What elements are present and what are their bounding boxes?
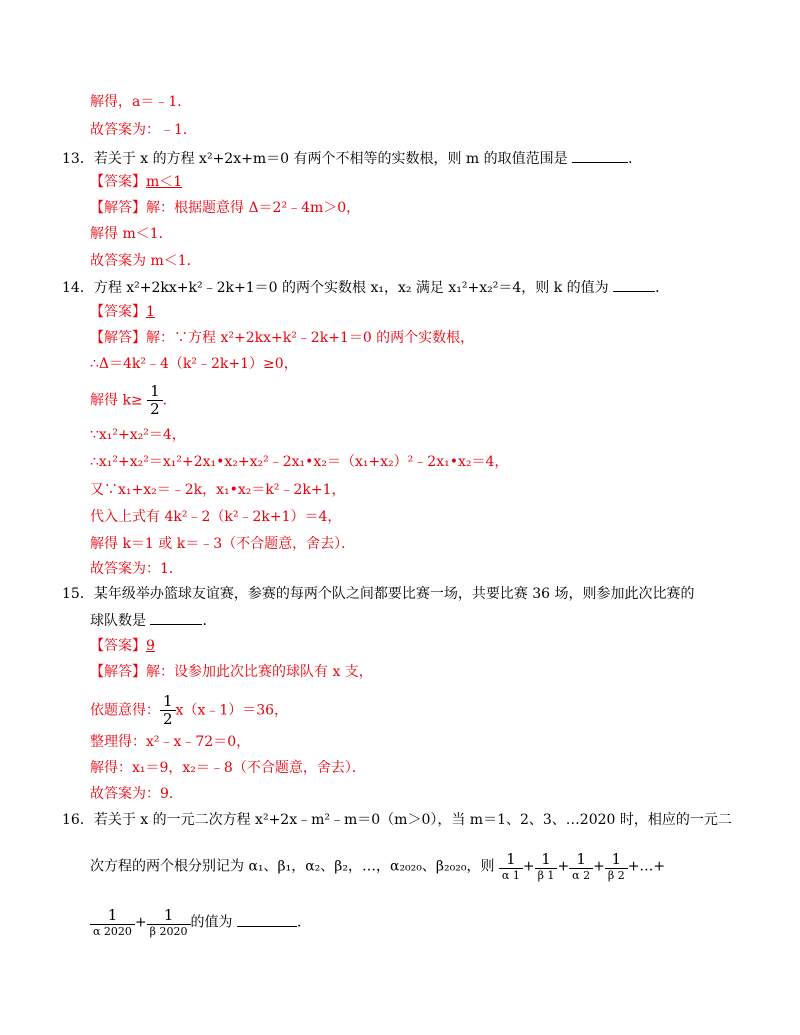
- question-16-cont: $\frac{1}{\alpha 2020}$ + $\frac{1}{\beta 2020}$ 的值为 ．: [90, 908, 311, 937]
- text: 整理得：x²﹣x﹣72＝0，: [90, 734, 251, 750]
- question-14: [62, 277, 669, 298]
- numerator: 1: [163, 692, 173, 710]
- solution-line: [90, 198, 360, 218]
- fraction: [569, 852, 593, 881]
- text: 解得：x₁＝9，x₂＝﹣8（不合题意，舍去）．: [90, 760, 366, 776]
- solution-line: [90, 507, 341, 527]
- answer-value: m＜1: [146, 174, 183, 190]
- solution-line: [90, 120, 197, 140]
- solution-line: [90, 784, 183, 804]
- text: +…+: [627, 858, 666, 875]
- solution-line: [90, 354, 298, 374]
- numerator: 1: [506, 850, 516, 868]
- period: ．: [296, 914, 311, 931]
- solution-line: [90, 251, 201, 271]
- text: 解得 k＝1 或 k＝﹣3（不合题意，舍去）．: [90, 536, 356, 552]
- question-16: [62, 810, 732, 830]
- denominator: α 2020: [93, 925, 132, 938]
- text: ∴Δ＝4k²﹣4（k²﹣2k+1）≥0，: [90, 356, 298, 372]
- numerator: 1: [107, 906, 118, 924]
- denominator: α 2: [572, 869, 591, 882]
- fraction: [147, 384, 163, 417]
- text: 解得 k≥: [90, 392, 143, 409]
- answer-blank: [613, 277, 655, 292]
- answer-line: [90, 302, 155, 322]
- text: ∴x₁²+x₂²＝x₁²+2x₁•x₂+x₂²﹣2x₁•x₂＝（x₁+x₂）²﹣2x₁•x₂＝4，: [90, 454, 509, 470]
- text: ∵x₁²+x₂²＝4，: [90, 427, 186, 443]
- solution-line: [90, 758, 366, 778]
- period: ．: [655, 280, 670, 296]
- solution-line: [90, 328, 474, 348]
- question-text: 15．某年级举办篮球友谊赛，参赛的每两个队之间都要比赛一场，共要比赛 36 场，则参加此次比赛的: [62, 586, 695, 602]
- answer-value: 1: [146, 304, 155, 320]
- solution-line: [90, 425, 186, 445]
- solution-line: [90, 534, 355, 554]
- answer-blank: [572, 148, 628, 163]
- solution-line: [90, 92, 191, 112]
- solution-line: [90, 694, 288, 727]
- answer-line: [90, 636, 155, 656]
- numerator: 1: [576, 850, 586, 868]
- solution-line: [90, 732, 250, 752]
- answer-line: [90, 172, 182, 192]
- period: ．: [202, 613, 217, 629]
- text: 解：设参加此次比赛的球队有 x 支，: [146, 664, 373, 680]
- solution-tag: 【解答】: [90, 330, 146, 346]
- text: 故答案为 m＜1．: [90, 253, 201, 269]
- question-text: 次方程的两个根分别记为 α₁、β₁，α₂、β₂，…，α₂₀₂₀、β₂₀₂₀，则: [90, 858, 495, 875]
- fraction: [90, 908, 135, 937]
- solution-tag: 【解答】: [90, 200, 146, 216]
- text: 解：根据题意得 Δ＝2²﹣4m＞0，: [146, 200, 361, 216]
- question-text: 16．若关于 x 的一元二次方程 x²+2x﹣m²﹣m＝0（m＞0），当 m＝1、2、3、…2020 时，相应的一元二: [62, 812, 732, 828]
- solution-line: [90, 480, 346, 500]
- text: 故答案为：﹣1．: [90, 122, 197, 138]
- text: 又∵x₁+x₂＝﹣2k，x₁•x₂＝k²﹣2k+1，: [90, 482, 346, 498]
- fraction: [605, 852, 628, 881]
- question-text: 14．方程 x²+2kx+k²﹣2k+1＝0 的两个实数根 x₁，x₂ 满足 x₁²+x₂²＝4，则 k 的值为: [62, 280, 609, 296]
- text: 故答案为：9．: [90, 786, 183, 802]
- period: ．: [628, 151, 643, 167]
- text: x（x﹣1）＝36，: [175, 702, 289, 719]
- period: ．: [162, 392, 177, 409]
- text: 的值为: [190, 914, 233, 931]
- text: 解得，a＝﹣1．: [90, 94, 192, 110]
- solution-line: [90, 452, 508, 472]
- question-15: [62, 584, 695, 604]
- numerator: 1: [163, 906, 174, 924]
- question-13: [62, 148, 642, 169]
- question-16-cont: 次方程的两个根分别记为 α₁、β₁，α₂、β₂，…，α₂₀₂₀、β₂₀₂₀，则 $\frac{1}{\alpha 1}$ + $\frac{1}{\beta 1}$ + $\frac{1}{\alpha 2}$ + $\frac{1}{\beta 2}$ +…+: [90, 850, 666, 882]
- answer-tag: 【答案】: [90, 638, 146, 654]
- denominator: 2: [163, 710, 173, 728]
- denominator: β 2: [607, 869, 625, 882]
- fraction: [160, 694, 176, 727]
- solution-line: [90, 384, 177, 417]
- numerator: 1: [150, 382, 160, 400]
- fraction: [499, 852, 523, 881]
- question-15-cont: [90, 610, 216, 631]
- text: 解：∵方程 x²+2kx+k²﹣2k+1＝0 的两个实数根，: [146, 330, 475, 346]
- answer-tag: 【答案】: [90, 174, 146, 190]
- denominator: β 2020: [149, 925, 188, 938]
- text: 故答案为：1．: [90, 561, 183, 577]
- question-text: 13．若关于 x 的方程 x²+2x+m＝0 有两个不相等的实数根，则 m 的取值范围是: [62, 151, 568, 167]
- numerator: 1: [541, 850, 551, 868]
- solution-line: [90, 224, 173, 244]
- fraction: [147, 908, 191, 937]
- numerator: 1: [611, 850, 622, 868]
- text: 代入上式有 4k²﹣2（k²﹣2k+1）＝4，: [90, 509, 342, 525]
- solution-tag: 【解答】: [90, 664, 146, 680]
- text: 解得 m＜1．: [90, 226, 173, 242]
- question-text: 球队数是: [90, 613, 146, 629]
- denominator: α 1: [501, 869, 520, 882]
- solution-line: [90, 559, 183, 579]
- denominator: β 1: [537, 869, 555, 882]
- answer-blank: [237, 912, 297, 927]
- answer-blank: [150, 610, 202, 625]
- answer-tag: 【答案】: [90, 304, 146, 320]
- fraction: [535, 852, 558, 881]
- denominator: 2: [150, 400, 160, 418]
- solution-line: [90, 662, 373, 682]
- text: 依题意得：: [90, 702, 160, 719]
- answer-value: 9: [146, 638, 155, 654]
